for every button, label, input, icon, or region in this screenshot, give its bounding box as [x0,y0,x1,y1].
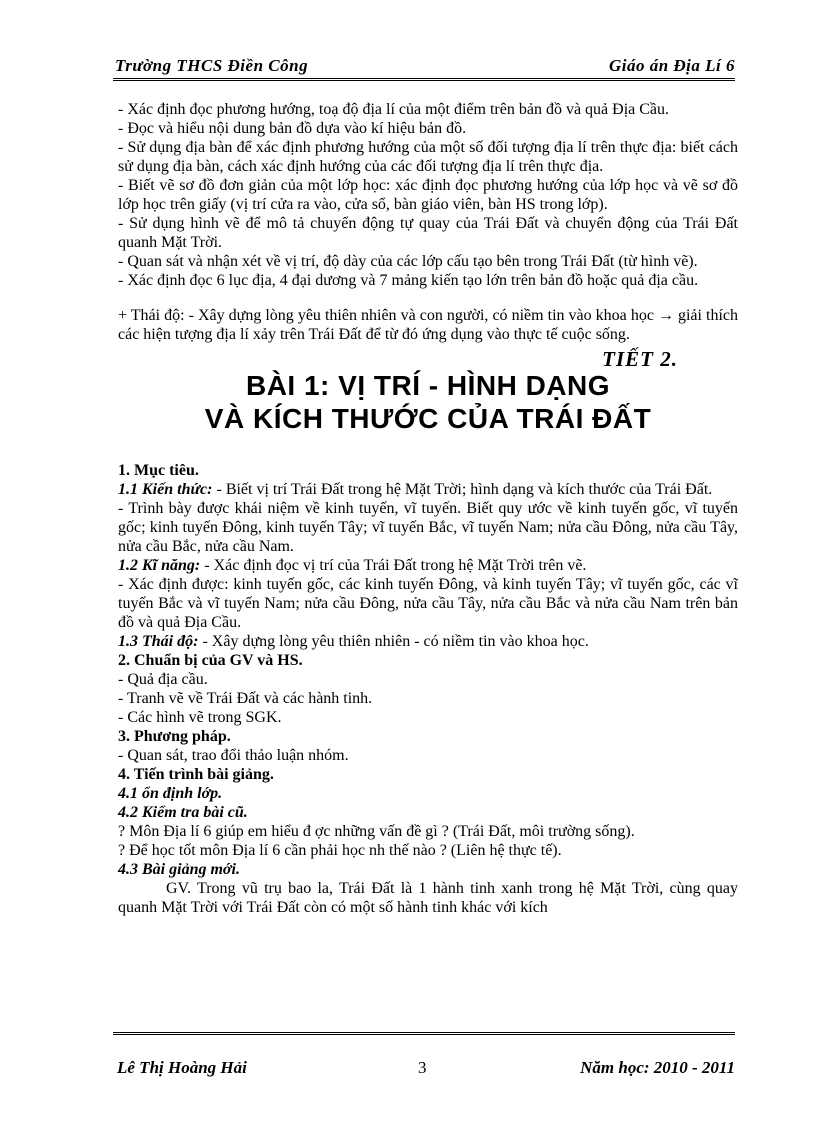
header-school: Trường THCS Điền Công [115,56,309,75]
paragraph [118,556,738,575]
skill-line: - Biết vẽ sơ đồ đơn giản của một lớp học: xác định đọc phương hướng của lớp học và vẽ sơ đồ lớp học trên giấy (vị trí cửa ra vào, cửa sổ, bàn giáo viên, bàn HS trong lớp). [118,177,738,213]
subsection-label: 1.2 Kĩ năng: [118,557,201,574]
header-rule [113,78,735,81]
paragraph: - Quan sát, trao đổi thảo luận nhóm. [118,747,349,764]
section-heading: 2. Chuẩn bị của GV và HS. [118,652,303,669]
footer-author: Lê Thị Hoàng Hải [117,1058,247,1077]
paragraph [118,632,738,651]
subsection-heading: 4.2 Kiểm tra bài cũ. [118,804,248,821]
page-number: 3 [418,1058,427,1077]
skill-line: - Xác định đọc phương hướng, toạ độ địa lí của một điểm trên bản đồ và quả Địa Cầu. [118,101,670,118]
header-subject: Giáo án Địa Lí 6 [608,56,735,75]
subsection-heading: 4.3 Bài giảng mới. [118,861,240,878]
subsection-label: 1.3 Thái độ: [118,633,199,650]
skill-line: - Sử dụng địa bàn để xác định phương hướng của một số đối tượng địa lí trên thực địa: biết cách sử dụng địa bàn, cách xác định hướng của các đối tượng địa lí trên thực địa. [118,139,738,175]
section-heading: 4. Tiến trình bài giảng. [118,766,274,783]
paragraph-text: - Xây dựng lòng yêu thiên nhiên - có niềm tin vào khoa học. [198,633,589,650]
lesson-title-line1: BÀI 1: VỊ TRÍ - HÌNH DẠNG [245,370,611,401]
footer-rule [113,1032,735,1035]
skill-line: - Quan sát và nhận xét về vị trí, độ dày của các lớp cấu tạo bên trong Trái Đất (từ hình vẽ). [118,253,698,270]
subsection-label: 1.1 Kiến thức: [118,481,213,498]
page-header [113,54,735,80]
spacer [118,290,738,306]
attitude-line: + Thái độ: - Xây dựng lòng yêu thiên nhiên và con người, có niềm tin vào khoa học → giải thích các hiện tượng địa lí xảy trên Trái Đất để từ đó ứng dụng vào thực tế cuộc sống. [118,307,738,343]
paragraph-text: - Xác định đọc vị trí của Trái Đất trong hệ Mặt Trời trên vẽ. [200,557,587,574]
section-heading: 3. Phương pháp. [118,728,231,745]
question-line: ? Môn Địa lí 6 giúp em hiểu đ ợc những vấn đề gì ? (Trái Đất, môi trường sống). [118,823,635,840]
list-item: - Tranh vẽ về Trái Đất và các hành tinh. [118,690,373,707]
skill-line: - Đọc và hiểu nội dung bản đồ dựa vào kí hiệu bản đồ. [118,120,467,137]
list-item: - Các hình vẽ trong SGK. [118,709,282,726]
paragraph [118,480,738,499]
paragraph: - Trình bày được khái niệm về kinh tuyến, vĩ tuyến. Biết quy ước về kinh tuyến gốc, vĩ tuyến gốc; kinh tuyến Đông, kinh tuyến Tây; vĩ tuyến Bắc, vĩ tuyến Nam; nửa cầu Đông, nửa cầu Tây, nửa cầu Bắc, nửa cầu Nam. [118,500,738,555]
list-item: - Quả địa cầu. [118,671,208,688]
section-heading: 1. Mục tiêu. [118,462,199,479]
question-line: ? Để học tốt môn Địa lí 6 cần phải học nh thế nào ? (Liên hệ thực tế). [118,842,562,859]
lesson-title-line2: VÀ KÍCH THƯỚC CỦA TRÁI ĐẤT [204,403,652,434]
lesson-period: TIẾT 2. [602,347,678,371]
subsection-heading: 4.1 ổn định lớp. [118,785,223,802]
skill-line: - Sử dụng hình vẽ để mô tả chuyển động tự quay của Trái Đất và chuyển động của Trái Đất quanh Mặt Trời. [118,215,738,251]
skill-line: - Xác định đọc 6 lục địa, 4 đại dương và 7 mảng kiến tạo lớn trên bản đồ hoặc quả địa cầu. [118,272,699,289]
paragraph: - Xác định được: kinh tuyến gốc, các kinh tuyến Đông, và kinh tuyến Tây; vĩ tuyến gốc, các vĩ tuyến Bắc và vĩ tuyến Nam; nửa cầu Đông, nửa cầu Tây, nửa cầu Bắc và nửa cầu Nam trên bản đồ và quả Địa Cầu. [118,576,738,631]
paragraph: GV. Trong vũ trụ bao la, Trái Đất là 1 hành tinh xanh trong hệ Mặt Trời, cùng quay quanh Mặt Trời với Trái Đất còn có một số hành tinh khác với kích [118,880,738,916]
document-body [118,100,738,917]
paragraph-text: - Biết vị trí Trái Đất trong hệ Mặt Trời; hình dạng và kích thước của Trái Đất. [212,481,713,498]
page-footer [113,1058,735,1082]
footer-school-year: Năm học: 2010 - 2011 [580,1058,735,1077]
